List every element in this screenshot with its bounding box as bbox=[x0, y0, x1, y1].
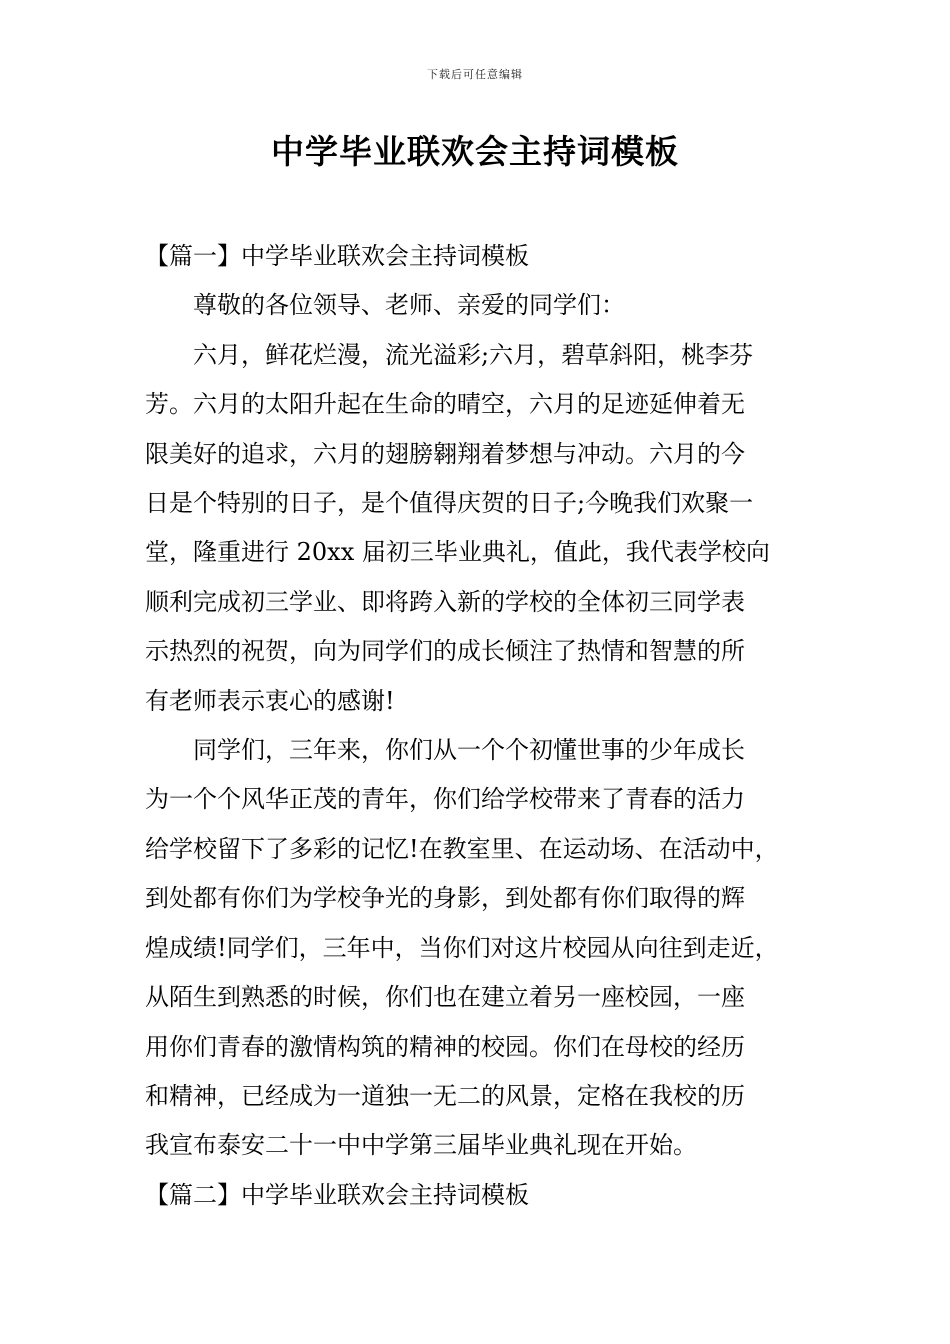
paragraph-line: 我宣布泰安二十一中中学第三届毕业典礼现在开始。 bbox=[145, 1131, 697, 1160]
paragraph-line: 煌成绩!同学们，三年中，当你们对这片校园从向往到走近， bbox=[145, 933, 779, 962]
greeting-paragraph: 尊敬的各位领导、老师、亲爱的同学们： bbox=[193, 291, 625, 320]
paragraph-line: 示热烈的祝贺，向为同学们的成长倾注了热情和智慧的所 bbox=[145, 637, 745, 666]
paragraph-line: 到处都有你们为学校争光的身影，到处都有你们取得的辉 bbox=[145, 884, 745, 913]
paragraph-line: 和精神，已经成为一道独一无二的风景，定格在我校的历 bbox=[145, 1081, 745, 1110]
paragraph-line: 日是个特别的日子，是个值得庆贺的日子;今晚我们欢聚一 bbox=[145, 489, 754, 518]
paragraph-1 bbox=[145, 331, 825, 726]
paragraph-line: 同学们，三年来，你们从一个个初懂世事的少年成长 bbox=[193, 736, 745, 765]
paragraph-line: 芳。六月的太阳升起在生命的晴空，六月的足迹延伸着无 bbox=[145, 390, 745, 419]
paragraph-line: 六月，鲜花烂漫，流光溢彩;六月，碧草斜阳，桃李芬 bbox=[193, 340, 754, 369]
paragraph-line: 有老师表示衷心的感谢! bbox=[145, 686, 395, 715]
paragraph-line: 用你们青春的激情构筑的精神的校园。你们在母校的经历 bbox=[145, 1032, 745, 1061]
paragraph-line: 给学校留下了多彩的记忆!在教室里、在运动场、在活动中， bbox=[145, 834, 779, 863]
paragraph-line: 从陌生到熟悉的时候，你们也在建立着另一座校园，一座 bbox=[145, 983, 745, 1012]
document-title: 中学毕业联欢会主持词模板 bbox=[271, 132, 679, 171]
paragraph-line: 限美好的追求，六月的翅膀翱翔着梦想与冲动。六月的今 bbox=[145, 439, 745, 468]
paragraph-line: 为一个个风华正茂的青年，你们给学校带来了青春的活力 bbox=[145, 785, 745, 814]
section-heading-1: 【篇一】中学毕业联欢会主持词模板 bbox=[145, 242, 529, 270]
paragraph-2 bbox=[145, 726, 825, 1171]
paragraph-line: 顺利完成初三学业、即将跨入新的学校的全体初三同学表 bbox=[145, 587, 745, 616]
header-note: 下载后可任意编辑 bbox=[427, 68, 523, 81]
document-body bbox=[145, 232, 825, 1220]
section-heading-2: 【篇二】中学毕业联欢会主持词模板 bbox=[145, 1180, 529, 1209]
paragraph-line: 堂，隆重进行 20xx 届初三毕业典礼，值此，我代表学校向 bbox=[145, 538, 770, 567]
